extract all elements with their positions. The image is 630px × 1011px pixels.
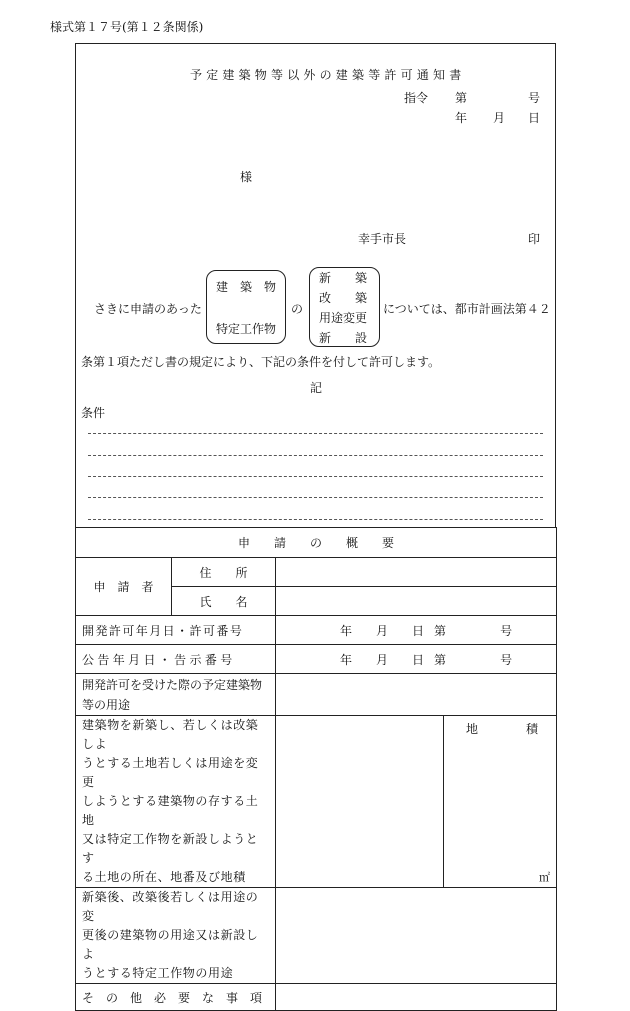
- after-use-line: うとする特定工作物の用途: [82, 966, 234, 980]
- gou-label: 号: [528, 91, 541, 105]
- planned-use-label: [76, 674, 276, 716]
- day-label: 日: [528, 111, 541, 125]
- address-field[interactable]: [276, 558, 557, 587]
- other-label: そ の 他 必 要 な 事 項: [76, 984, 276, 1011]
- option-new-build: 新 築: [319, 271, 368, 285]
- day-label: 日: [412, 623, 425, 638]
- year-label: 年: [340, 623, 353, 638]
- applicant-label: 申 請 者: [76, 558, 172, 616]
- area-field[interactable]: [444, 716, 557, 888]
- month-label: 月: [493, 111, 506, 125]
- ki-mark: 記: [310, 381, 323, 395]
- dai-label: 第: [455, 91, 468, 105]
- other-field[interactable]: [276, 984, 557, 1011]
- day-label: 日: [412, 652, 425, 667]
- document-title: 予定建築物等以外の建築等許可通知書: [190, 68, 466, 82]
- particle-no: の: [291, 302, 304, 316]
- planned-use-line: 開発許可を受けた際の予定建築物: [82, 677, 263, 692]
- dev-permit-field[interactable]: [276, 616, 557, 645]
- form-label: 様式第１７号(第１２条関係): [50, 20, 204, 34]
- condition-line[interactable]: [88, 497, 543, 498]
- condition-line[interactable]: [88, 476, 543, 477]
- after-use-line: 更後の建築物の用途又は新設しよ: [82, 928, 259, 961]
- location-line: しようとする建築物の存する土地: [82, 794, 259, 827]
- option-rebuild: 改 築: [319, 291, 368, 305]
- dai-label: 第: [434, 652, 447, 667]
- seal-mark: 印: [528, 232, 541, 246]
- condition-line[interactable]: [88, 433, 543, 434]
- month-label: 月: [376, 623, 389, 638]
- option-building: 建 築 物: [216, 280, 277, 294]
- area-unit: ㎡: [539, 871, 551, 884]
- planned-use-line: 等の用途: [82, 697, 131, 712]
- shirei-label: 指令: [404, 91, 429, 105]
- table-row: [76, 984, 557, 1011]
- location-line: 建築物を新築し、若しくは改築しよ: [82, 718, 259, 751]
- body-line-2: 条第１項ただし書の規定により、下記の条件を付して許可します。: [81, 355, 441, 369]
- name-field[interactable]: [276, 587, 557, 616]
- table-row: [76, 616, 557, 645]
- continuation-text: については、都市計画法第４２: [383, 302, 551, 316]
- summary-heading-row: [76, 528, 557, 558]
- option-special-structure: 特定工作物: [216, 322, 277, 336]
- table-row: [76, 888, 557, 984]
- summary-heading: 申 請 の 概 要: [76, 528, 557, 558]
- area-label: 地 積: [466, 722, 539, 736]
- option-use-change: 用途変更: [319, 311, 368, 325]
- after-use-field[interactable]: [276, 888, 557, 984]
- location-line: 又は特定工作物を新設しようとす: [82, 832, 259, 865]
- condition-line[interactable]: [88, 519, 543, 520]
- location-field[interactable]: [276, 716, 444, 888]
- option-new-install: 新 設: [319, 331, 368, 345]
- dai-label: 第: [434, 623, 447, 638]
- notice-label: 公告年月日・告示番号: [76, 645, 276, 674]
- table-row: [76, 674, 557, 716]
- table-row: [76, 558, 557, 587]
- conditions-label: 条件: [81, 406, 106, 420]
- gou-label: 号: [500, 652, 513, 667]
- condition-line[interactable]: [88, 455, 543, 456]
- notice-field[interactable]: [276, 645, 557, 674]
- dev-permit-label: 開発許可年月日・許可番号: [76, 616, 276, 645]
- location-line: うとする土地若しくは用途を変更: [82, 756, 259, 789]
- application-summary-table: [75, 527, 557, 1011]
- table-row: [76, 716, 557, 888]
- month-label: 月: [376, 652, 389, 667]
- issuer-name: 幸手市長: [358, 232, 407, 246]
- gou-label: 号: [500, 623, 513, 638]
- location-line: る土地の所在、地番及び地積: [82, 870, 246, 884]
- table-row: [76, 645, 557, 674]
- name-label: 氏 名: [172, 587, 276, 616]
- year-label: 年: [340, 652, 353, 667]
- intro-text: さきに申請のあった: [94, 302, 202, 316]
- year-label: 年: [455, 111, 468, 125]
- planned-use-field[interactable]: [276, 674, 557, 716]
- addressee-suffix: 様: [240, 170, 253, 184]
- after-use-line: 新築後、改築後若しくは用途の変: [82, 890, 259, 923]
- after-use-label: [76, 888, 276, 984]
- address-label: 住 所: [172, 558, 276, 587]
- location-label: [76, 716, 276, 888]
